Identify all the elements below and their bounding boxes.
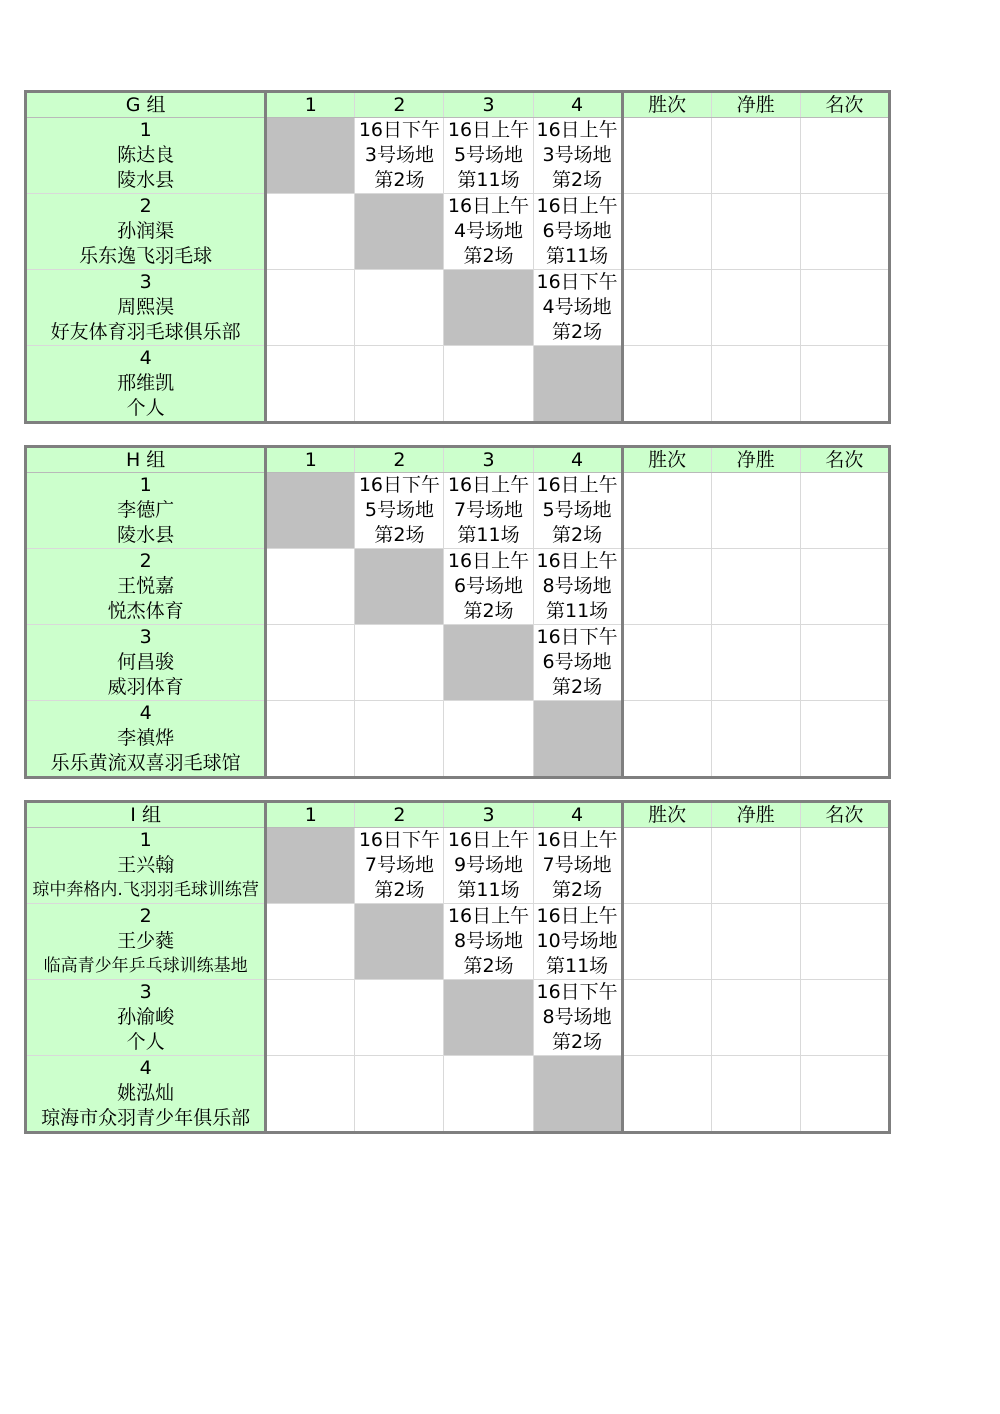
column-header-rank: 名次 <box>800 802 889 828</box>
column-header-wins: 胜次 <box>622 447 711 473</box>
player-name: 姚泓灿 <box>117 1082 175 1104</box>
column-header-opponent: 2 <box>355 92 444 118</box>
player-row <box>26 625 890 701</box>
match-cell <box>533 194 622 270</box>
self-match-cell <box>355 194 444 270</box>
player-name: 邢维凯 <box>117 372 175 394</box>
self-match-cell <box>444 625 533 701</box>
column-header-wins: 胜次 <box>622 92 711 118</box>
rank-cell <box>800 118 889 194</box>
empty-cell <box>355 701 444 778</box>
player-seed: 1 <box>139 119 152 141</box>
match-info: 4号场地 <box>542 296 612 318</box>
self-match-cell <box>355 549 444 625</box>
net-cell <box>711 1056 800 1133</box>
match-info: 16日下午 <box>536 271 618 293</box>
wins-cell <box>622 904 711 980</box>
match-cell <box>533 270 622 346</box>
self-match-cell <box>444 270 533 346</box>
match-info: 6号场地 <box>542 220 612 242</box>
group-table <box>24 445 891 779</box>
match-info: 16日上午 <box>447 829 530 851</box>
player-name: 李禛烨 <box>117 727 175 749</box>
column-header-opponent: 1 <box>266 447 355 473</box>
net-cell <box>711 118 800 194</box>
rank-cell <box>800 473 889 549</box>
match-info: 16日上午 <box>536 195 618 217</box>
column-header-net: 净胜 <box>711 92 800 118</box>
net-cell <box>711 194 800 270</box>
wins-cell <box>622 194 711 270</box>
self-match-cell <box>444 980 533 1056</box>
player-seed: 2 <box>139 905 152 927</box>
column-header-opponent: 4 <box>533 92 622 118</box>
match-info: 16日下午 <box>536 626 618 648</box>
empty-cell <box>266 270 355 346</box>
player-name: 王兴翰 <box>117 854 175 876</box>
empty-cell <box>266 980 355 1056</box>
match-info: 第2场 <box>463 600 514 622</box>
empty-cell <box>266 549 355 625</box>
match-info: 3号场地 <box>542 144 612 166</box>
empty-cell <box>266 194 355 270</box>
group-table <box>24 800 891 1134</box>
match-cell <box>444 473 533 549</box>
empty-cell <box>355 270 444 346</box>
self-match-cell <box>266 473 355 549</box>
player-club: 临高青少年乒乓球训练基地 <box>43 956 248 976</box>
match-cell <box>533 549 622 625</box>
rank-cell <box>800 980 889 1056</box>
match-info: 16日上午 <box>447 474 530 496</box>
rank-cell <box>800 904 889 980</box>
match-info: 第2场 <box>552 321 603 343</box>
rank-cell <box>800 270 889 346</box>
empty-cell <box>444 346 533 423</box>
net-cell <box>711 904 800 980</box>
player-club: 琼海市众羽青少年俱乐部 <box>41 1107 251 1129</box>
match-info: 8号场地 <box>453 930 524 952</box>
player-club: 好友体育羽毛球俱乐部 <box>50 321 241 343</box>
empty-cell <box>355 625 444 701</box>
wins-cell <box>622 1056 711 1133</box>
wins-cell <box>622 980 711 1056</box>
net-cell <box>711 980 800 1056</box>
wins-cell <box>622 270 711 346</box>
match-cell <box>533 625 622 701</box>
player-row <box>26 473 890 549</box>
player-seed: 3 <box>139 981 152 1003</box>
self-match-cell <box>533 701 622 778</box>
wins-cell <box>622 625 711 701</box>
column-header-opponent: 3 <box>444 92 533 118</box>
wins-cell <box>622 346 711 423</box>
player-club: 个人 <box>126 397 165 419</box>
match-info: 16日上午 <box>447 195 530 217</box>
rank-cell <box>800 549 889 625</box>
match-info: 16日上午 <box>536 474 618 496</box>
match-info: 16日下午 <box>358 829 440 851</box>
empty-cell <box>266 346 355 423</box>
self-match-cell <box>533 346 622 423</box>
player-seed: 3 <box>139 626 152 648</box>
empty-cell <box>355 346 444 423</box>
player-name: 孙渝峻 <box>117 1006 175 1028</box>
player-cell <box>26 904 266 980</box>
match-info: 16日上午 <box>536 550 618 572</box>
match-info: 5号场地 <box>542 499 612 521</box>
match-info: 第2场 <box>552 169 603 191</box>
player-cell <box>26 270 266 346</box>
group-name: H 组 <box>26 447 266 473</box>
match-info: 第11场 <box>546 245 609 267</box>
player-seed: 4 <box>139 702 152 724</box>
column-header-opponent: 3 <box>444 447 533 473</box>
player-seed: 4 <box>139 347 152 369</box>
match-cell <box>355 828 444 904</box>
empty-cell <box>266 625 355 701</box>
empty-cell <box>266 1056 355 1133</box>
match-info: 16日上午 <box>447 550 530 572</box>
match-info: 第2场 <box>374 524 425 546</box>
match-cell <box>533 828 622 904</box>
player-row <box>26 904 890 980</box>
self-match-cell <box>266 828 355 904</box>
match-info: 4号场地 <box>453 220 524 242</box>
match-cell <box>533 904 622 980</box>
match-info: 10号场地 <box>536 930 618 952</box>
column-header-rank: 名次 <box>800 447 889 473</box>
net-cell <box>711 270 800 346</box>
player-name: 孙润渠 <box>117 220 175 242</box>
wins-cell <box>622 828 711 904</box>
column-header-rank: 名次 <box>800 92 889 118</box>
match-info: 第2场 <box>463 955 514 977</box>
match-info: 9号场地 <box>453 854 524 876</box>
player-cell <box>26 980 266 1056</box>
player-cell <box>26 194 266 270</box>
match-info: 第2场 <box>552 1031 603 1053</box>
group-name: I 组 <box>26 802 266 828</box>
match-info: 16日下午 <box>358 119 440 141</box>
match-info: 第11场 <box>457 879 520 901</box>
match-cell <box>444 828 533 904</box>
group-table <box>24 90 891 424</box>
match-info: 16日上午 <box>447 905 530 927</box>
match-info: 5号场地 <box>453 144 524 166</box>
player-cell <box>26 549 266 625</box>
self-match-cell <box>533 1056 622 1133</box>
empty-cell <box>266 701 355 778</box>
match-info: 第11场 <box>546 955 609 977</box>
wins-cell <box>622 701 711 778</box>
rank-cell <box>800 346 889 423</box>
player-row <box>26 1056 890 1133</box>
match-info: 6号场地 <box>453 575 524 597</box>
match-info: 16日上午 <box>536 119 618 141</box>
group-name: G 组 <box>26 92 266 118</box>
rank-cell <box>800 701 889 778</box>
player-club: 威羽体育 <box>107 676 184 698</box>
player-club: 悦杰体育 <box>107 600 184 622</box>
column-header-opponent: 1 <box>266 802 355 828</box>
column-header-opponent: 1 <box>266 92 355 118</box>
match-info: 16日下午 <box>536 981 618 1003</box>
player-row <box>26 701 890 778</box>
match-info: 5号场地 <box>364 499 434 521</box>
match-info: 7号场地 <box>453 499 524 521</box>
column-header-opponent: 3 <box>444 802 533 828</box>
match-cell <box>444 904 533 980</box>
player-row <box>26 270 890 346</box>
net-cell <box>711 625 800 701</box>
player-cell <box>26 701 266 778</box>
player-club: 陵水县 <box>117 169 175 191</box>
player-seed: 1 <box>139 474 152 496</box>
player-seed: 2 <box>139 195 152 217</box>
net-cell <box>711 701 800 778</box>
match-info: 8号场地 <box>542 575 612 597</box>
match-cell <box>533 473 622 549</box>
match-cell <box>533 118 622 194</box>
player-name: 王少蕤 <box>117 930 175 952</box>
player-club: 乐东逸飞羽毛球 <box>79 245 213 267</box>
player-row <box>26 828 890 904</box>
match-info: 第11场 <box>546 600 609 622</box>
player-cell <box>26 625 266 701</box>
rank-cell <box>800 1056 889 1133</box>
rank-cell <box>800 828 889 904</box>
player-seed: 1 <box>139 829 152 851</box>
match-info: 16日下午 <box>358 474 440 496</box>
match-cell <box>444 194 533 270</box>
match-cell <box>533 980 622 1056</box>
player-row <box>26 194 890 270</box>
match-info: 8号场地 <box>542 1006 612 1028</box>
match-info: 16日上午 <box>447 119 530 141</box>
match-info: 第11场 <box>457 524 520 546</box>
column-header-net: 净胜 <box>711 447 800 473</box>
match-info: 第2场 <box>552 676 603 698</box>
player-row <box>26 346 890 423</box>
match-info: 第2场 <box>552 524 603 546</box>
empty-cell <box>355 1056 444 1133</box>
match-info: 16日上午 <box>536 829 618 851</box>
empty-cell <box>444 701 533 778</box>
wins-cell <box>622 118 711 194</box>
net-cell <box>711 549 800 625</box>
player-club: 琼中奔格内.飞羽羽毛球训练营 <box>32 880 259 900</box>
wins-cell <box>622 549 711 625</box>
match-cell <box>444 118 533 194</box>
player-name: 周熙淏 <box>117 296 175 318</box>
player-cell <box>26 473 266 549</box>
match-info: 第2场 <box>552 879 603 901</box>
rank-cell <box>800 194 889 270</box>
player-seed: 2 <box>139 550 152 572</box>
player-row <box>26 980 890 1056</box>
match-cell <box>355 118 444 194</box>
player-name: 李德广 <box>117 499 175 521</box>
match-info: 第11场 <box>457 169 520 191</box>
player-seed: 3 <box>139 271 152 293</box>
column-header-opponent: 2 <box>355 447 444 473</box>
column-header-wins: 胜次 <box>622 802 711 828</box>
column-header-opponent: 4 <box>533 447 622 473</box>
net-cell <box>711 346 800 423</box>
net-cell <box>711 473 800 549</box>
match-info: 第2场 <box>374 879 425 901</box>
player-cell <box>26 1056 266 1133</box>
self-match-cell <box>355 904 444 980</box>
match-info: 3号场地 <box>364 144 434 166</box>
player-club: 陵水县 <box>117 524 175 546</box>
match-info: 6号场地 <box>542 651 612 673</box>
match-info: 16日上午 <box>536 905 618 927</box>
column-header-opponent: 2 <box>355 802 444 828</box>
match-cell <box>355 473 444 549</box>
column-header-opponent: 4 <box>533 802 622 828</box>
player-name: 何昌骏 <box>117 651 175 673</box>
player-club: 乐乐黄流双喜羽毛球馆 <box>50 752 241 774</box>
player-cell <box>26 828 266 904</box>
self-match-cell <box>266 118 355 194</box>
match-info: 7号场地 <box>364 854 434 876</box>
player-row <box>26 118 890 194</box>
empty-cell <box>355 980 444 1056</box>
player-name: 王悦嘉 <box>117 575 175 597</box>
empty-cell <box>266 904 355 980</box>
match-info: 7号场地 <box>542 854 612 876</box>
match-info: 第2场 <box>374 169 425 191</box>
match-info: 第2场 <box>463 245 514 267</box>
player-cell <box>26 118 266 194</box>
net-cell <box>711 828 800 904</box>
player-cell <box>26 346 266 423</box>
match-cell <box>444 549 533 625</box>
player-row <box>26 549 890 625</box>
column-header-net: 净胜 <box>711 802 800 828</box>
player-name: 陈达良 <box>117 144 175 166</box>
rank-cell <box>800 625 889 701</box>
wins-cell <box>622 473 711 549</box>
player-club: 个人 <box>126 1031 165 1053</box>
player-seed: 4 <box>139 1057 152 1079</box>
empty-cell <box>444 1056 533 1133</box>
